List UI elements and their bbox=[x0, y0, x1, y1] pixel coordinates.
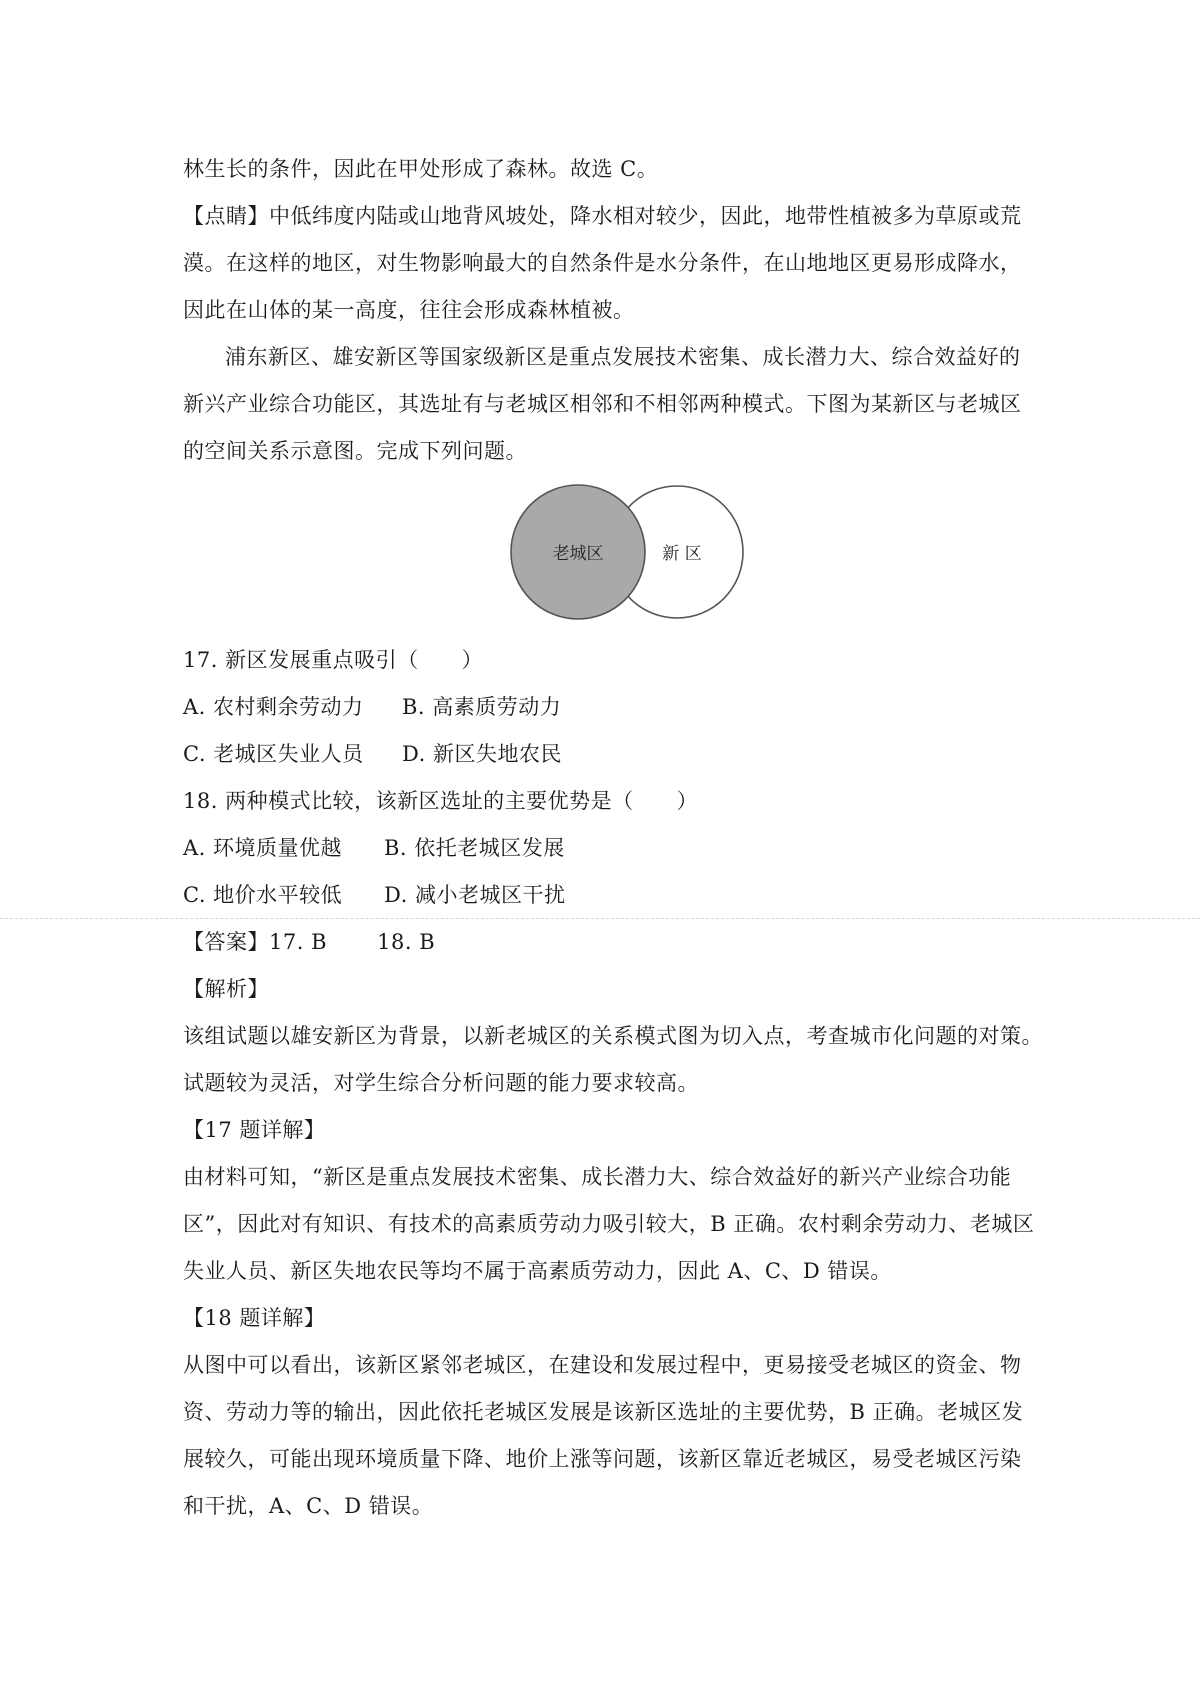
question-18-option-b: B. 依托老城区发展 bbox=[384, 836, 565, 860]
analysis-line: 试题较为灵活，对学生综合分析问题的能力要求较高。 bbox=[183, 1071, 699, 1095]
detail-17-line: 由材料可知，“新区是重点发展技术密集、成长潜力大、综合效益好的新兴产业综合功能 bbox=[183, 1165, 1012, 1189]
old-city-label: 老城区 bbox=[552, 544, 604, 564]
question-17-option-d: D. 新区失地农民 bbox=[402, 742, 562, 766]
answer-line: 【答案】17. B 18. B bbox=[183, 930, 436, 954]
question-18-stem: 18. 两种模式比较，该新区选址的主要优势是（ ） bbox=[183, 789, 699, 813]
paragraph-line: 【点睛】中低纬度内陆或山地背风坡处，降水相对较少，因此，地带性植被多为草原或荒 bbox=[183, 204, 1022, 228]
detail-17-heading: 【17 题详解】 bbox=[183, 1118, 326, 1142]
paragraph-line: 林生长的条件，因此在甲处形成了森林。故选 C。 bbox=[183, 157, 659, 181]
paragraph-line: 新兴产业综合功能区，其选址有与老城区相邻和不相邻两种模式。下图为某新区与老城区 bbox=[183, 392, 1022, 416]
detail-17-line: 失业人员、新区失地农民等均不属于高素质劳动力，因此 A、C、D 错误。 bbox=[183, 1259, 892, 1283]
analysis-line: 该组试题以雄安新区为背景，以新老城区的关系模式图为切入点，考查城市化问题的对策。 bbox=[183, 1024, 1043, 1048]
detail-18-line: 从图中可以看出，该新区紧邻老城区，在建设和发展过程中，更易接受老城区的资金、物 bbox=[183, 1353, 1022, 1377]
question-18-option-a: A. 环境质量优越 bbox=[183, 836, 343, 860]
paragraph-line: 的空间关系示意图。完成下列问题。 bbox=[183, 439, 527, 463]
detail-18-line: 和干扰，A、C、D 错误。 bbox=[183, 1494, 434, 1518]
analysis-heading: 【解析】 bbox=[183, 977, 269, 1001]
paragraph-line: 因此在山体的某一高度，往往会形成森林植被。 bbox=[183, 298, 635, 322]
question-17-option-a: A. 农村剩余劳动力 bbox=[183, 695, 364, 719]
page-divider bbox=[0, 918, 1200, 919]
detail-17-line: 区”，因此对有知识、有技术的高素质劳动力吸引较大，B 正确。农村剩余劳动力、老城区 bbox=[183, 1212, 1035, 1236]
detail-18-line: 展较久，可能出现环境质量下降、地价上涨等问题，该新区靠近老城区，易受老城区污染 bbox=[183, 1447, 1022, 1471]
paragraph-line: 漠。在这样的地区，对生物影响最大的自然条件是水分条件，在山地地区更易形成降水， bbox=[183, 251, 1022, 275]
question-18-option-c: C. 地价水平较低 bbox=[183, 883, 343, 907]
paragraph-line: 浦东新区、雄安新区等国家级新区是重点发展技术密集、成长潜力大、综合效益好的 bbox=[225, 345, 1021, 369]
question-17-option-b: B. 高素质劳动力 bbox=[402, 695, 562, 719]
question-17-stem: 17. 新区发展重点吸引（ ） bbox=[183, 648, 484, 672]
question-17-option-c: C. 老城区失业人员 bbox=[183, 742, 364, 766]
detail-18-heading: 【18 题详解】 bbox=[183, 1306, 326, 1330]
question-18-option-d: D. 减小老城区干扰 bbox=[384, 883, 566, 907]
detail-18-line: 资、劳动力等的输出，因此依托老城区发展是该新区选址的主要优势，B 正确。老城区发 bbox=[183, 1400, 1024, 1424]
new-district-label: 新 区 bbox=[662, 544, 702, 564]
spatial-relation-diagram bbox=[505, 484, 745, 620]
